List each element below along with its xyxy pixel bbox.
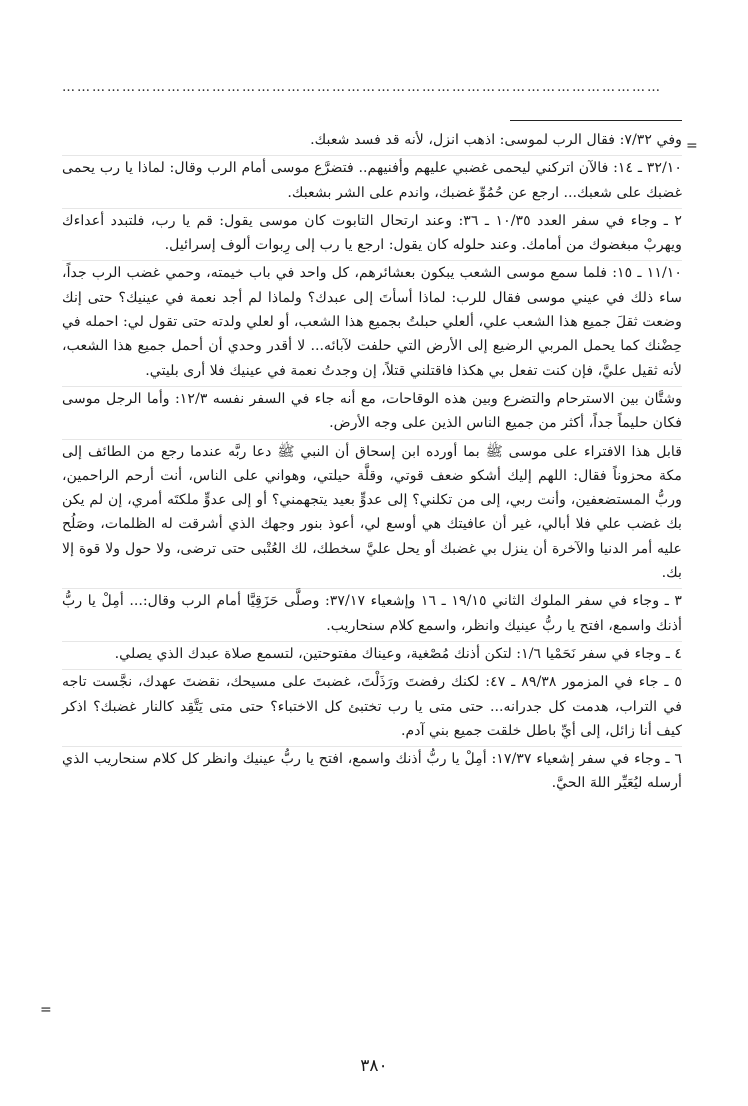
page-body — [62, 128, 682, 799]
header-dotted-line: ………………………………………………………………………………………………………… — [62, 80, 662, 95]
margin-mark-top: = — [686, 138, 698, 154]
paragraph-4: ١١/١٠ ـ ١٥: فلما سمع موسى الشعب يبكون بعشائرهم، كل واحد في باب خيمته، وحمي غضب الرب جداً، ساء ذلك في عيني موسى فقال للرب: لماذا أسأتَ إلى عبدك؟ ولماذا لم أجد نعمة في عينيك؟ حتى إنك وضعت ثقلَ جميع هذا الشعب علي، ألعلي حبلتُ بجميع هذا الشعب، أو لعلي ولدته حتى تقول لي: احمله في حِضْنك كما يحمل المربي الرضيع إلى الأرض التي حلفت لآبائه... لا أقدر وحدي أن أحمل جميع هذا الشعب، لأنه ثقيل عليَّ، فإن كنت تفعل بي هكذا فاقتلني قتلاً، إن وجدتُ نعمة في عينيك فلا أرى بليتي. — [62, 261, 682, 386]
page-number: ٣٨٠ — [360, 1056, 388, 1076]
paragraph-10: ٦ ـ وجاء في سفر إشعياء ١٧/٣٧: أمِلْ يا ربُّ أذنك واسمع، افتح يا ربُّ عينيك وانظر كل كلام سنحاريب الذي أرسله ليُعَيِّر اللهَ الحيَّ. — [62, 751, 682, 792]
paragraph-7: ٣ ـ وجاء في سفر الملوك الثاني ١٩/١٥ ـ ١٦ وإشعياء ٣٧/١٧: وصلَّى حَزَقِيَّا أمام الرب وقال:... أمِلْ يا ربُّ أذنك واسمع، افتح يا ربُّ عينيك وانظر، واسمع كلام سنحاريب. — [62, 589, 682, 642]
paragraph-2: ٣٢/١٠ ـ ١٤: فالآن اتركني ليحمى غضبي عليهم وأفنيهم.. فتضرَّع موسى أمام الرب وقال: لماذا يا رب يحمى غضبك على شعبك... ارجع عن حُمُوِّ غضبك، واندم على الشر بشعبك. — [62, 156, 682, 209]
paragraph-1: وفي ٧/٣٢: فقال الرب لموسى: اذهب انزل، لأنه قد فسد شعبك. — [62, 128, 682, 156]
paragraph-6: قابل هذا الافتراء على موسى ﷺ بما أورده ابن إسحاق أن النبي ﷺ دعا ربَّه عندما رجع من الطائف إلى مكة محزوناً فقال: اللهم إليك أشكو ضعف قوتي، وقلَّة حيلتي، وهواني على الناس، أنت أرحم الراحمين، وربُّ المستضعفين، وأنت ربي، إلى من تكلني؟ إلى عدوٍّ بعيد يتجهمني؟ أو إلى عدوٍّ ملكتَه أمري، إن لم يكن بك غضب علي فلا أبالي، غير أن عافيتك هي أوسع لي، أعوذ بنور وجهك الذي أشرقت له الظلمات، وصَلُح عليه أمر الدنيا والآخرة أن ينزل بي غضبك أو يحل عليَّ سخطك، لك العُتْبى حتى ترضى، ولا حول ولا قوة إلا بك. — [62, 440, 682, 590]
paragraph-5: وشتَّان بين الاسترحام والتضرع وبين هذه الوقاحات، مع أنه جاء في السفر نفسه ١٢/٣: وأما الرجل موسى فكان حليماً جداً، أكثر من جميع الناس الذين على وجه الأرض. — [62, 387, 682, 440]
margin-mark-bottom: = — [40, 1002, 52, 1018]
paragraph-3: ٢ ـ وجاء في سفر العدد ١٠/٣٥ ـ ٣٦: وعند ارتحال التابوت كان موسى يقول: قم يا رب، فلتبدد أعداءك ويهربْ مبغضوك من أمامك. وعند حلوله كان يقول: ارجع يا رب إلى رِبوات ألوف إسرائيل. — [62, 209, 682, 262]
paragraph-8: ٤ ـ وجاء في سفر نَحَمْيا ١/٦: لتكن أذنك مُصْغية، وعيناك مفتوحتين، لتسمع صلاة عبدك الذي يصلي. — [62, 642, 682, 670]
paragraph-9: ٥ ـ جاء في المزمور ٨٩/٣٨ ـ ٤٧: لكنك رفضتَ ورَذَلْتَ، غضبتَ على مسيحك، نقضتَ عهدك، نجَّست تاجه في التراب، هدمت كل جدرانه... حتى متى يا رب تختبئ كل الاختباء؟ حتى متى يَتَّقِد كالنار غضبك؟ اذكر كيف أنا زائل، إلى أيِّ باطل خلقت جميع بني آدم. — [62, 670, 682, 747]
footnote-rule — [510, 120, 682, 121]
